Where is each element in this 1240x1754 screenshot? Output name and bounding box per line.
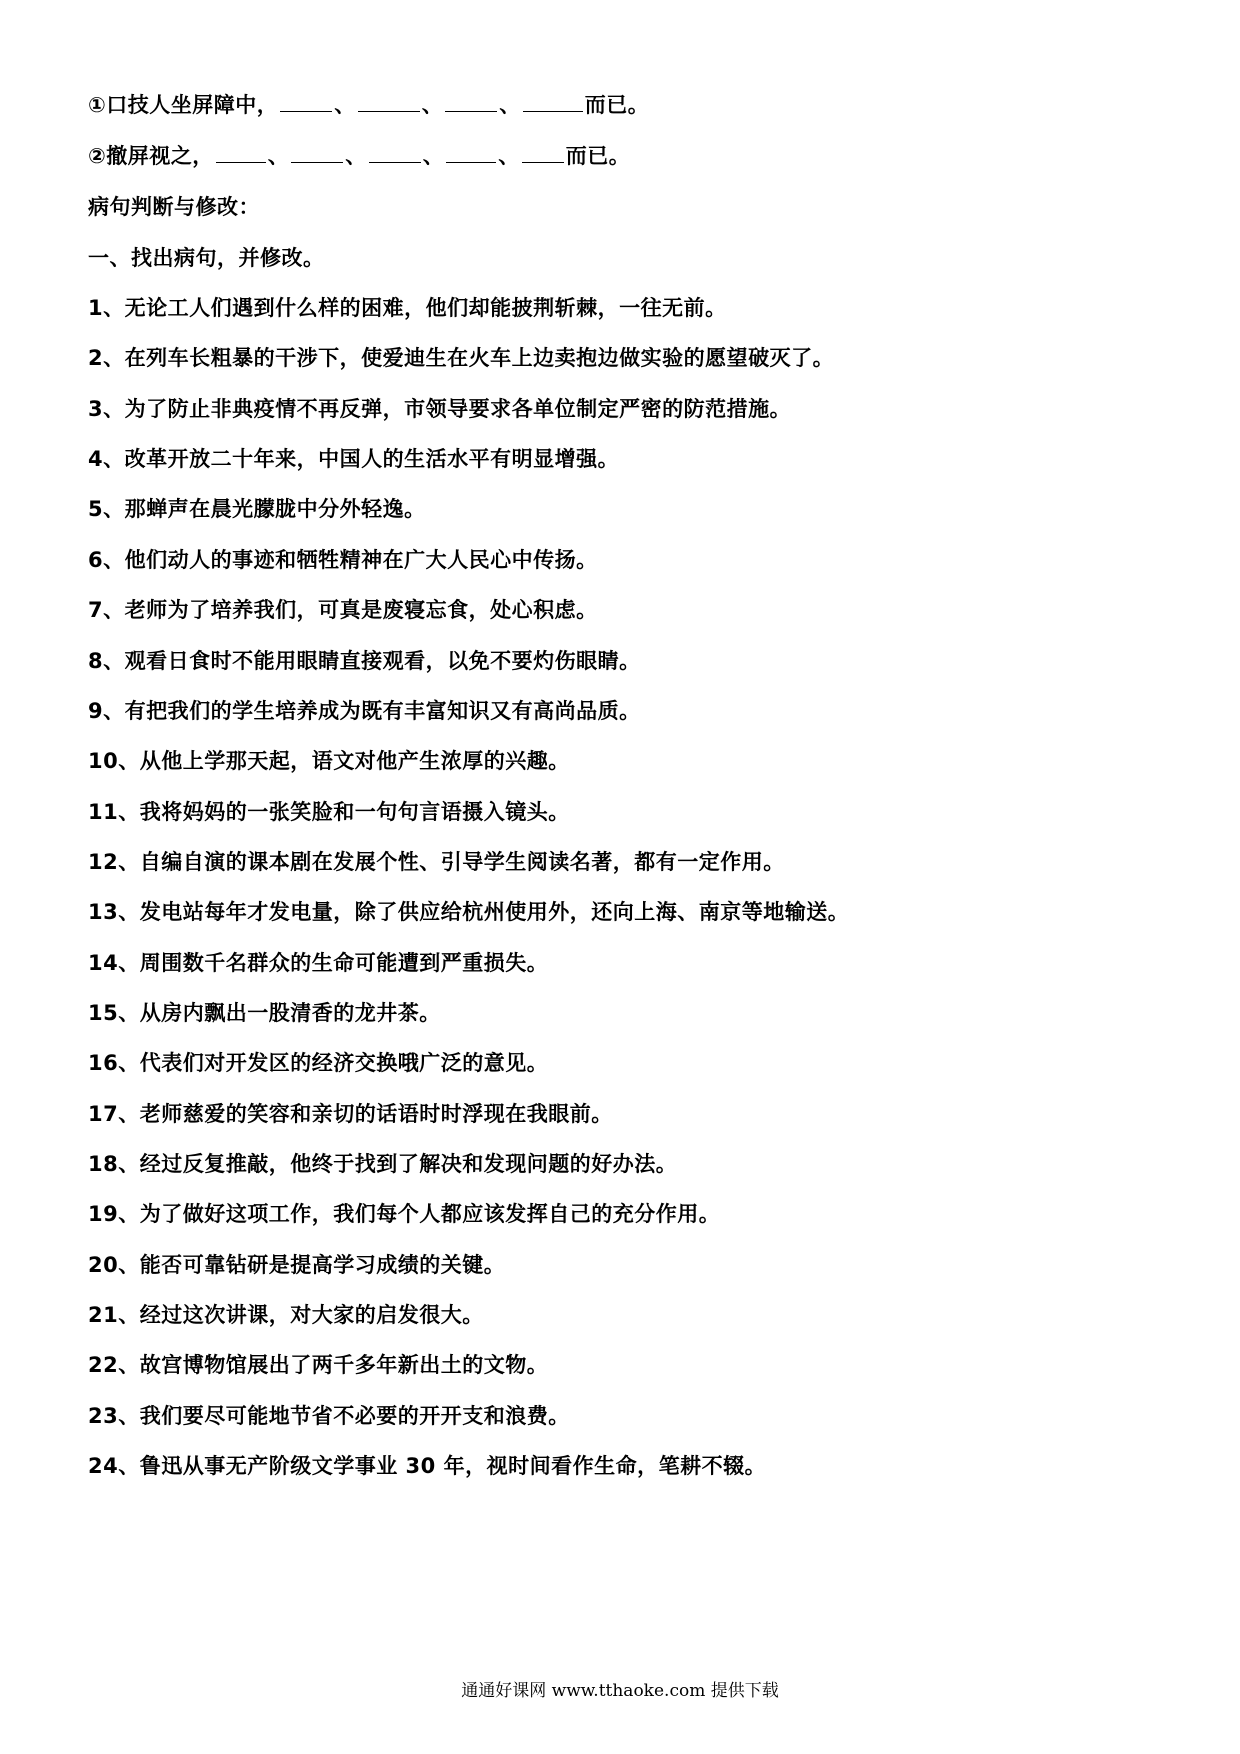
blank-field[interactable] <box>523 91 583 112</box>
blank-field[interactable] <box>445 91 497 112</box>
blank-field[interactable] <box>291 142 343 163</box>
list-item: 9、有把我们的学生培养成为既有丰富知识又有高尚品质。 <box>88 699 641 723</box>
separator: 、 <box>345 144 367 168</box>
list-item: 2、在列车长粗暴的干涉下，使爱迪生在火车上边卖抱边做实验的愿望破灭了。 <box>88 346 835 370</box>
list-item: 12、自编自演的课本剧在发展个性、引导学生阅读名著，都有一定作用。 <box>88 850 785 874</box>
list-item: 23、我们要尽可能地节省不必要的开开支和浪费。 <box>88 1404 570 1428</box>
fill-in-prefix: ①口技人坐屏障中， <box>88 93 279 117</box>
fill-in-suffix: 而已。 <box>584 93 650 117</box>
list-item: 14、周围数千名群众的生命可能遭到严重损失。 <box>88 951 549 975</box>
list-item: 18、经过反复推敲，他终于找到了解决和发现问题的好办法。 <box>88 1152 678 1176</box>
list-item: 7、老师为了培养我们，可真是废寝忘食，处心积虑。 <box>88 598 598 622</box>
blank-field[interactable] <box>369 142 421 163</box>
list-item: 3、为了防止非典疫情不再反弹，市领导要求各单位制定严密的防范措施。 <box>88 397 792 421</box>
separator: 、 <box>267 144 290 168</box>
list-item: 20、能否可靠钻研是提高学习成绩的关键。 <box>88 1253 506 1277</box>
list-item: 13、发电站每年才发电量，除了供应给杭州使用外，还向上海、南京等地输送。 <box>88 900 850 924</box>
blank-field[interactable] <box>522 142 564 163</box>
list-item: 24、鲁迅从事无产阶级文学事业 30 年，视时间看作生命，笔耕不辍。 <box>88 1454 767 1478</box>
separator: 、 <box>422 144 445 168</box>
list-item: 1、无论工人们遇到什么样的困难，他们却能披荆斩棘，一往无前。 <box>88 296 727 320</box>
blank-field[interactable] <box>446 142 496 163</box>
section-title: 病句判断与修改： <box>88 195 260 219</box>
blank-field[interactable] <box>216 142 266 163</box>
list-item: 19、为了做好这项工作，我们每个人都应该发挥自己的充分作用。 <box>88 1202 721 1226</box>
list-item: 10、从他上学那天起，语文对他产生浓厚的兴趣。 <box>88 749 570 773</box>
blank-field[interactable] <box>358 91 420 112</box>
fill-in-line-1 <box>88 91 649 119</box>
list-item: 17、老师慈爱的笑容和亲切的话语时时浮现在我眼前。 <box>88 1102 613 1126</box>
separator: 、 <box>421 93 444 117</box>
separator: 、 <box>499 93 521 117</box>
list-item: 21、经过这次讲课，对大家的启发很大。 <box>88 1303 484 1327</box>
list-item: 15、从房内飘出一股清香的龙井茶。 <box>88 1001 441 1025</box>
fill-in-prefix: ②撤屏视之， <box>88 144 214 168</box>
list-item: 4、改革开放二十年来，中国人的生活水平有明显增强。 <box>88 447 620 471</box>
list-item: 22、故宫博物馆展出了两千多年新出土的文物。 <box>88 1353 549 1377</box>
list-item: 16、代表们对开发区的经济交换哦广泛的意见。 <box>88 1051 549 1075</box>
separator: 、 <box>334 93 356 117</box>
separator: 、 <box>498 144 520 168</box>
sub-title: 一、找出病句，并修改。 <box>88 246 325 270</box>
list-item: 8、观看日食时不能用眼睛直接观看，以免不要灼伤眼睛。 <box>88 649 641 673</box>
blank-field[interactable] <box>280 91 332 112</box>
list-item: 6、他们动人的事迹和牺牲精神在广大人民心中传扬。 <box>88 548 598 572</box>
page-footer: 通通好课网 www.tthaoke.com 提供下载 <box>461 1681 779 1701</box>
list-item: 5、那蝉声在晨光朦胧中分外轻逸。 <box>88 497 426 521</box>
list-item: 11、我将妈妈的一张笑脸和一句句言语摄入镜头。 <box>88 800 570 824</box>
fill-in-suffix: 而已。 <box>565 144 631 168</box>
fill-in-line-2 <box>88 142 630 170</box>
